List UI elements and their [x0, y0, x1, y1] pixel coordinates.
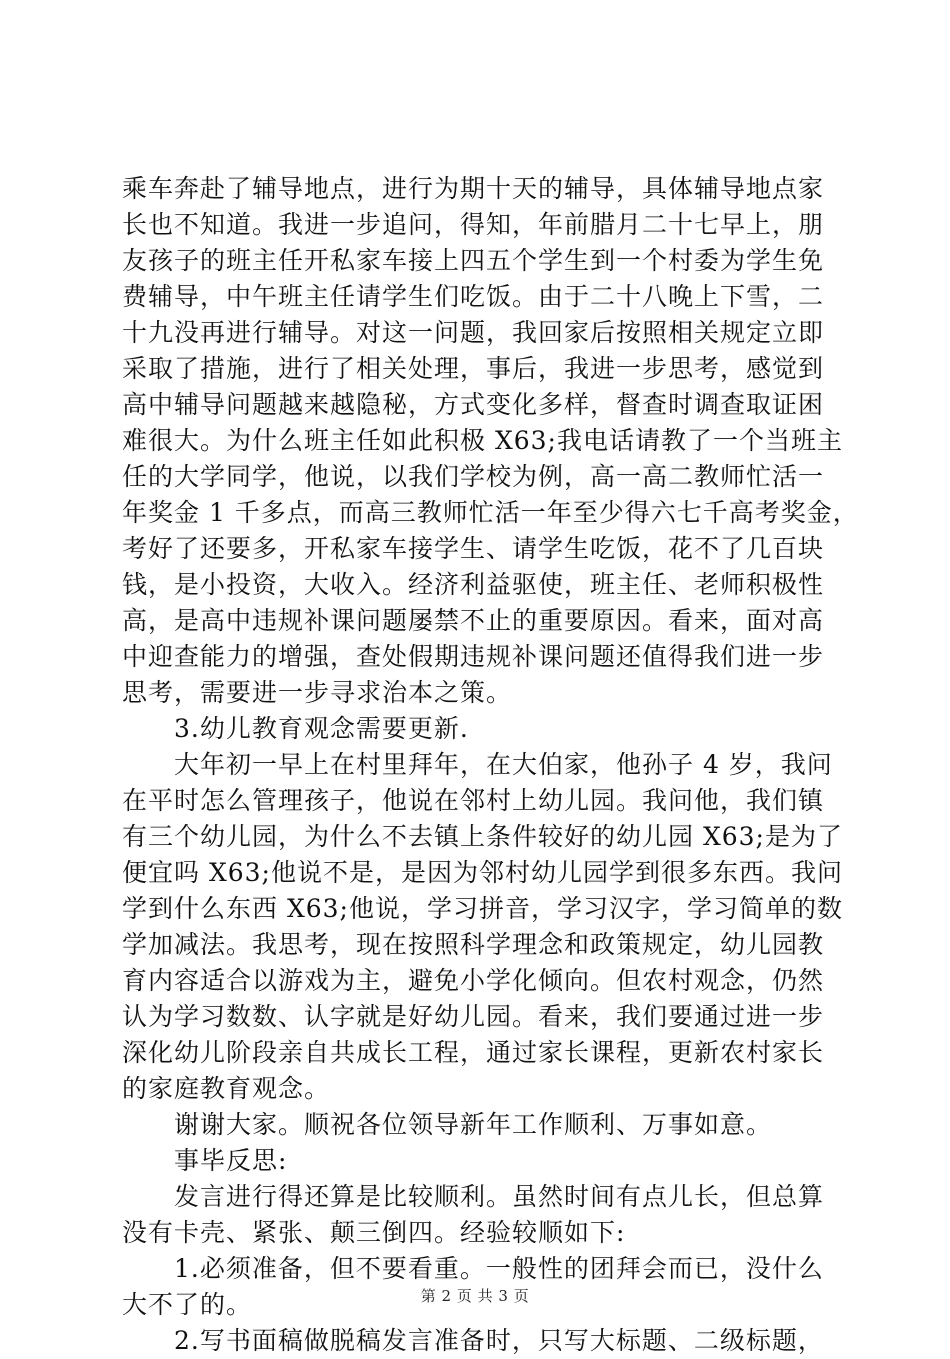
text-line: 采取了措施，进行了相关处理，事后，我进一步思考，感觉到 [122, 354, 825, 383]
text-line: 长也不知道。我进一步追问，得知，年前腊月二十七早上，朋 [122, 210, 825, 239]
text-line: 考好了还要多，开私家车接学生、请学生吃饭，花不了几百块 [122, 534, 825, 563]
text-line: 便宜吗 X63;他说不是，是因为邻村幼儿园学到很多东西。我问 [122, 858, 843, 887]
closing-line: 谢谢大家。顺祝各位领导新年工作顺利、万事如意。 [174, 1110, 773, 1139]
text-line: 钱，是小投资，大收入。经济利益驱使，班主任、老师积极性 [122, 570, 825, 599]
text-line: 友孩子的班主任开私家车接上四五个学生到一个村委为学生免 [122, 246, 825, 275]
list-item: 2.写书面稿做脱稿发言准备时，只写大标题、二级标题， [174, 1326, 824, 1355]
text-line: 乘车奔赴了辅导地点，进行为期十天的辅导，具体辅导地点家 [122, 174, 825, 203]
text-line: 思考，需要进一步寻求治本之策。 [122, 678, 513, 707]
paragraph-first-line: 发言进行得还算是比较顺利。虽然时间有点儿长，但总算 [174, 1182, 825, 1211]
text-line: 认为学习数数、认字就是好幼儿园。看来，我们要通过进一步 [122, 1002, 825, 1031]
text-line: 有三个幼儿园，为什么不去镇上条件较好的幼儿园 X63;是为了 [122, 822, 843, 851]
text-line: 中迎查能力的增强，查处假期违规补课问题还值得我们进一步 [122, 642, 825, 671]
text-line: 没有卡壳、紧张、颠三倒四。经验较顺如下: [122, 1218, 626, 1247]
text-line: 难很大。为什么班主任如此积极 X63;我电话请教了一个当班主 [122, 426, 843, 455]
text-line: 年奖金 1 千多点，而高三教师忙活一年至少得六七千高考奖金， [122, 498, 859, 527]
section-heading: 事毕反思: [174, 1146, 288, 1175]
document-body [122, 171, 859, 1359]
text-line: 十九没再进行辅导。对这一问题，我回家后按照相关规定立即 [122, 318, 825, 347]
text-line: 深化幼儿阶段亲自共成长工程，通过家长课程，更新农村家长 [122, 1038, 825, 1067]
text-line: 高中辅导问题越来越隐秘，方式变化多样，督查时调查取证困 [122, 390, 825, 419]
text-line: 高，是高中违规补课问题屡禁不止的重要原因。看来，面对高 [122, 606, 825, 635]
page-footer: 第 2 页 共 3 页 [420, 1287, 530, 1305]
text-line: 的家庭教育观念。 [122, 1074, 331, 1103]
text-line: 大不了的。 [122, 1290, 253, 1319]
text-line: 在平时怎么管理孩子，他说在邻村上幼儿园。我问他，我们镇 [122, 786, 825, 815]
text-line: 学加减法。我思考，现在按照科学理念和政策规定，幼儿园教 [122, 930, 825, 959]
text-line: 任的大学同学，他说，以我们学校为例，高一高二教师忙活一 [122, 462, 825, 491]
list-item: 1.必须准备，但不要看重。一般性的团拜会而已，没什么 [174, 1254, 824, 1283]
text-line: 育内容适合以游戏为主，避免小学化倾向。但农村观念，仍然 [122, 966, 825, 995]
section-heading: 3.幼儿教育观念需要更新. [174, 714, 469, 743]
text-line: 学到什么东西 X63;他说，学习拼音，学习汉字，学习简单的数 [122, 894, 843, 923]
paragraph-first-line: 大年初一早上在村里拜年，在大伯家，他孙子 4 岁，我问 [174, 750, 833, 779]
text-line: 费辅导，中午班主任请学生们吃饭。由于二十八晚上下雪，二 [122, 282, 825, 311]
